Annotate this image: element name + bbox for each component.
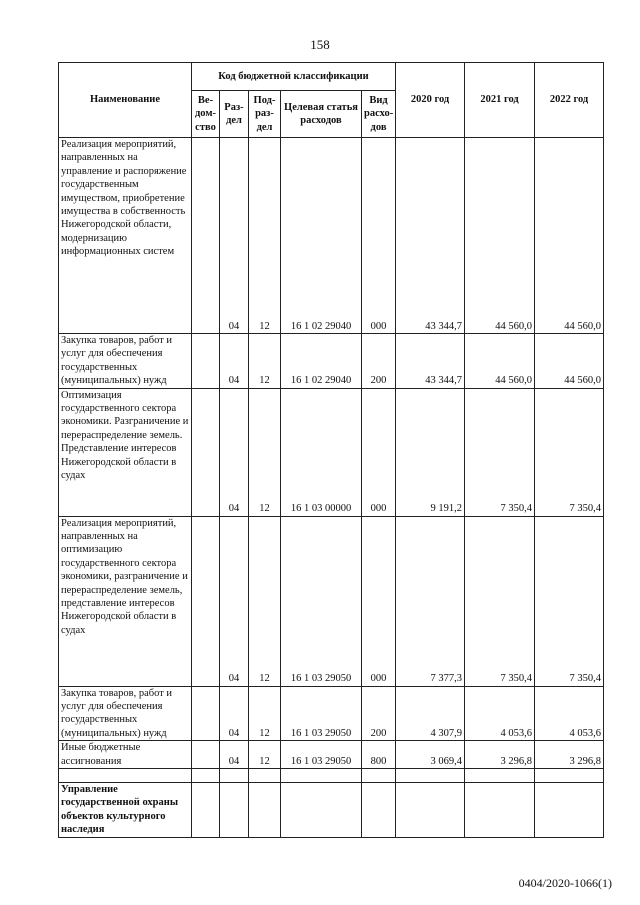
- row-target-article: 16 1 02 29040: [281, 138, 362, 334]
- row-value-2021: 44 560,0: [465, 138, 535, 334]
- row-vedomstvo: [192, 741, 220, 769]
- row-value-2022: 44 560,0: [535, 138, 604, 334]
- row-name: Управление государственной охраны объектов культурного наследия: [59, 783, 192, 838]
- header-podrazdel: Под-раз-дел: [249, 91, 281, 138]
- header-2021: 2021 год: [465, 63, 535, 138]
- row-name: Реализация мероприятий, направленных на оптимизацию государственного сектора экономики, разграничение и перераспределение земель, представление интересов Нижегородской области в судах: [59, 516, 192, 686]
- row-expense-type: 800: [362, 741, 396, 769]
- header-2020: 2020 год: [396, 63, 465, 138]
- row-value-2020: 3 069,4: [396, 741, 465, 769]
- row-vedomstvo: [192, 769, 220, 783]
- row-razdel: 04: [220, 388, 249, 516]
- row-value-2021: 3 296,8: [465, 741, 535, 769]
- row-vedomstvo: [192, 783, 220, 838]
- header-2022: 2022 год: [535, 63, 604, 138]
- row-expense-type: 200: [362, 334, 396, 389]
- row-target-article: [281, 769, 362, 783]
- header-vedomstvo: Ве-дом-ство: [192, 91, 220, 138]
- table-row: [59, 388, 604, 516]
- row-value-2022: 4 053,6: [535, 686, 604, 741]
- row-podrazdel: [249, 769, 281, 783]
- row-razdel: [220, 769, 249, 783]
- row-value-2021: [465, 783, 535, 838]
- row-name: [59, 769, 192, 783]
- row-value-2022: 3 296,8: [535, 741, 604, 769]
- row-razdel: [220, 783, 249, 838]
- row-razdel: 04: [220, 741, 249, 769]
- table-row: [59, 686, 604, 741]
- row-expense-type: 000: [362, 388, 396, 516]
- row-value-2021: 7 350,4: [465, 388, 535, 516]
- row-razdel: 04: [220, 686, 249, 741]
- row-podrazdel: 12: [249, 334, 281, 389]
- header-classification-code: Код бюджетной классификации: [192, 63, 396, 91]
- table-row: [59, 769, 604, 783]
- row-expense-type: 000: [362, 516, 396, 686]
- table-row: [59, 783, 604, 838]
- row-value-2022: 7 350,4: [535, 388, 604, 516]
- table-row: [59, 138, 604, 334]
- row-expense-type: [362, 769, 396, 783]
- row-podrazdel: [249, 783, 281, 838]
- header-name: Наименование: [59, 63, 192, 138]
- row-value-2020: 7 377,3: [396, 516, 465, 686]
- row-expense-type: 000: [362, 138, 396, 334]
- document-code: 0404/2020-1066(1): [518, 876, 612, 890]
- row-podrazdel: 12: [249, 138, 281, 334]
- row-value-2022: [535, 769, 604, 783]
- row-value-2020: [396, 783, 465, 838]
- row-value-2022: 7 350,4: [535, 516, 604, 686]
- row-name: Закупка товаров, работ и услуг для обеспечения государственных (муниципальных) нужд: [59, 686, 192, 741]
- row-name: Реализация мероприятий, направленных на управление и распоряжение государственным имуществом, приобретение имущества в собственность Нижегородской области, модернизацию информационных систем: [59, 138, 192, 334]
- header-razdel: Раз-дел: [220, 91, 249, 138]
- row-target-article: [281, 783, 362, 838]
- row-value-2021: 44 560,0: [465, 334, 535, 389]
- page-number: 158: [310, 37, 330, 52]
- row-vedomstvo: [192, 686, 220, 741]
- row-value-2020: [396, 769, 465, 783]
- row-value-2020: 43 344,7: [396, 334, 465, 389]
- row-expense-type: [362, 783, 396, 838]
- row-value-2021: 4 053,6: [465, 686, 535, 741]
- row-value-2022: 44 560,0: [535, 334, 604, 389]
- row-value-2021: [465, 769, 535, 783]
- row-value-2022: [535, 783, 604, 838]
- row-vedomstvo: [192, 388, 220, 516]
- row-vedomstvo: [192, 138, 220, 334]
- row-vedomstvo: [192, 334, 220, 389]
- row-target-article: 16 1 03 00000: [281, 388, 362, 516]
- row-target-article: 16 1 03 29050: [281, 741, 362, 769]
- row-razdel: 04: [220, 138, 249, 334]
- row-value-2020: 4 307,9: [396, 686, 465, 741]
- row-value-2020: 9 191,2: [396, 388, 465, 516]
- row-podrazdel: 12: [249, 516, 281, 686]
- row-target-article: 16 1 03 29050: [281, 516, 362, 686]
- table-row: [59, 334, 604, 389]
- row-value-2020: 43 344,7: [396, 138, 465, 334]
- table-row: [59, 741, 604, 769]
- table-row: [59, 516, 604, 686]
- header-target-article: Целевая статья расходов: [281, 91, 362, 138]
- row-name: Иные бюджетные ассигнования: [59, 741, 192, 769]
- row-expense-type: 200: [362, 686, 396, 741]
- row-podrazdel: 12: [249, 388, 281, 516]
- row-name: Оптимизация государственного сектора экономики. Разграничение и перераспределение земель. Представление интересов Нижегородской области в судах: [59, 388, 192, 516]
- row-target-article: 16 1 02 29040: [281, 334, 362, 389]
- row-value-2021: 7 350,4: [465, 516, 535, 686]
- row-razdel: 04: [220, 334, 249, 389]
- row-vedomstvo: [192, 516, 220, 686]
- header-expense-type: Вид расхо-дов: [362, 91, 396, 138]
- row-podrazdel: 12: [249, 686, 281, 741]
- row-target-article: 16 1 03 29050: [281, 686, 362, 741]
- row-name: Закупка товаров, работ и услуг для обеспечения государственных (муниципальных) нужд: [59, 334, 192, 389]
- budget-table: [58, 62, 604, 838]
- row-podrazdel: 12: [249, 741, 281, 769]
- row-razdel: 04: [220, 516, 249, 686]
